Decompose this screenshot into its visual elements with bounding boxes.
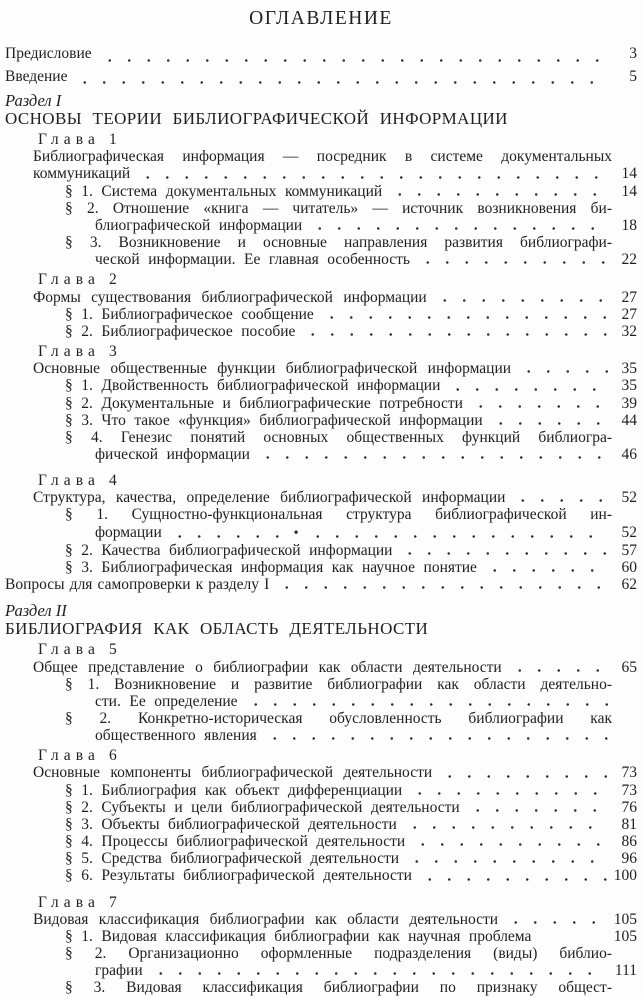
entry-text: Раздел I: [5, 91, 62, 110]
dot-leader: [412, 867, 611, 884]
dot-leader: [392, 542, 611, 559]
entry-text: Основные компоненты библиографической деятельности: [33, 764, 433, 782]
dot-leader: [302, 217, 611, 234]
toc-row: [5, 109, 637, 128]
entry-text: ОСНОВЫ ТЕОРИИ БИБЛИОГРАФИЧЕСКОЙ ИНФОРМАЦИИ: [5, 109, 508, 129]
entry-text: общественного явления: [95, 727, 257, 745]
dot-leader: [502, 659, 611, 676]
dot-leader: [122, 131, 611, 148]
entry-text: Глава 4: [38, 472, 122, 490]
dot-leader: [463, 395, 611, 412]
dot-leader: [508, 109, 611, 128]
toc-row: [5, 727, 637, 744]
page-number: 86: [621, 833, 637, 851]
page-number: 35: [621, 377, 637, 395]
entry-text: Глава 6: [38, 747, 122, 765]
dot-leader: [477, 559, 611, 576]
toc-row: [5, 764, 637, 781]
entry-text: Библиографическая информация — посредник в системе документальных: [33, 148, 612, 166]
entry-text: § 4. Процессы библиографической деятельности: [65, 833, 406, 851]
entry-text: Структура, качества, определение библиографической информации: [33, 489, 506, 507]
toc-row: [5, 234, 637, 251]
entry-text: Видовая классификация библиографии как области деятельности: [33, 910, 499, 928]
dot-leader: [122, 894, 611, 911]
dot-leader: [122, 747, 611, 764]
dot-leader: [399, 850, 611, 867]
dot-leader: [511, 360, 611, 377]
dot-leader: [382, 183, 611, 200]
toc-row: [5, 148, 637, 165]
page-number: 14: [621, 165, 637, 183]
toc-row: [5, 928, 637, 945]
page-number: 22: [621, 251, 637, 269]
dot-leader: [505, 489, 611, 506]
page-number: 105: [613, 910, 637, 928]
toc-row: [5, 747, 637, 764]
toc-row: [5, 66, 637, 89]
dot-leader-2: [300, 524, 611, 542]
dot-leader: [67, 602, 611, 619]
toc-row: [5, 676, 637, 693]
toc-row: [5, 659, 637, 676]
entry-text: § 6. Результаты библиографической деятельности: [65, 867, 412, 885]
toc-row: [5, 306, 637, 323]
page-number: 3: [629, 45, 637, 62]
entry-text: § 2. Отношение «книга — читатель» — источник возникновения би-: [65, 199, 612, 217]
page-number: 73: [621, 781, 637, 799]
entry-text: формации: [95, 523, 162, 541]
dot-leader: [295, 323, 611, 340]
entry-text: § 2. Библиографическое пособие: [65, 322, 296, 340]
toc-row: [5, 377, 637, 394]
dot-leader: [67, 66, 611, 89]
entry-text: Вопросы для самопроверки к разделу I: [5, 576, 270, 594]
toc-row: [5, 446, 637, 463]
dot-leader: [405, 833, 611, 850]
toc-row: [5, 833, 637, 850]
page-number: 62: [621, 576, 637, 594]
toc-row: [5, 251, 637, 268]
toc-row: [5, 710, 637, 727]
toc-row: [5, 894, 637, 911]
page-number: 18: [621, 216, 637, 234]
dot-leader: [122, 641, 611, 658]
page-number: 32: [621, 322, 637, 340]
toc-row: [5, 131, 637, 148]
dot-leader: [483, 412, 611, 429]
dot-leader: [162, 524, 293, 542]
toc-row: [5, 271, 637, 288]
toc-row: [5, 165, 637, 182]
entry-text: § 1. Видовая классификация библиографии как научная проблема: [65, 927, 532, 945]
entry-text: ческой информации. Ее главная особенность: [95, 251, 410, 269]
dot-leader: [427, 289, 611, 306]
entry-text: § 1. Библиографическое сообщение: [65, 305, 314, 323]
entry-text: Основные общественные функции библиографической информации: [33, 360, 512, 378]
toc-row: [5, 489, 637, 506]
entry-text: § 5. Средства библиографической деятельности: [65, 850, 400, 868]
dot-leader: [122, 343, 611, 360]
entry-text: фической информации: [95, 445, 250, 463]
toc-row: [5, 395, 637, 412]
entry-text: Глава 7: [38, 893, 122, 911]
page-number: 105: [613, 927, 637, 945]
dot-leader: [257, 727, 611, 744]
page-number: 81: [621, 815, 637, 833]
entry-text: § 3. Объекты библиографической деятельности: [65, 815, 397, 833]
entry-text: § 3. Возникновение и основные направления развития библиографи-: [65, 234, 612, 252]
toc-row: [5, 816, 637, 833]
dot-leader: [397, 816, 611, 833]
toc-row: [5, 217, 637, 234]
page-number: 44: [621, 411, 637, 429]
entry-text: Общее представление о библиографии как области деятельности: [33, 658, 502, 676]
entry-text: Раздел II: [5, 601, 67, 621]
page-number: 14: [621, 182, 637, 200]
page-number: 57: [621, 541, 637, 559]
entry-text: БИБЛИОГРАФИЯ КАК ОБЛАСТЬ ДЕЯТЕЛЬНОСТИ: [5, 619, 429, 639]
dot-leader: [143, 962, 611, 979]
entry-text: графии: [95, 962, 143, 980]
toc-row: [5, 850, 637, 867]
entry-text: Глава 2: [38, 271, 122, 289]
toc-row: [5, 782, 637, 799]
dot-leader: [238, 693, 611, 710]
page-number: 39: [621, 394, 637, 412]
dot-leader: [531, 928, 611, 945]
toc-row: [5, 867, 637, 884]
page-number: 60: [621, 558, 637, 576]
toc-row: [5, 559, 637, 576]
dot-leader: [402, 782, 611, 799]
dot-leader: [314, 306, 611, 323]
entry-text: § 1. Двойственность библиографической информации: [65, 377, 441, 395]
toc-row: [5, 412, 637, 429]
page-number: 96: [621, 850, 637, 868]
entry-text: § 1. Сущностно-функциональная структура библиографической ин-: [65, 506, 612, 524]
dot-leader: [460, 799, 611, 816]
toc-row: [5, 183, 637, 200]
entry-text: § 2. Конкретно-историческая обусловленность библиографии как: [65, 710, 612, 727]
entry-text: Введение: [5, 67, 68, 85]
entry-text: § 2. Организационно оформленные подразделения (виды) библио-: [65, 945, 612, 963]
toc-row: [5, 619, 637, 638]
entry-text: § 1. Библиография как объект дифференциации: [65, 781, 403, 799]
toc-row: [5, 43, 637, 66]
dot-leader: [122, 472, 611, 489]
toc-row: [5, 472, 637, 489]
toc-row: [5, 360, 637, 377]
dot-leader: [269, 576, 611, 593]
page-number: 52: [621, 489, 637, 507]
toc-row: [5, 576, 637, 593]
page-number: 76: [621, 798, 637, 816]
toc-row: [5, 323, 637, 340]
toc-row: [5, 962, 637, 979]
entry-text: Глава 5: [38, 641, 122, 659]
toc-row: [5, 602, 637, 619]
entry-text: Глава 3: [38, 343, 122, 361]
entry-text: § 2. Субъекты и цели библиографической деятельности: [65, 798, 460, 816]
entry-text: § 1. Система документальных коммуникаций: [65, 182, 383, 200]
entry-text: § 2. Документальные и библиографические потребности: [65, 394, 463, 412]
dot-leader: [250, 446, 611, 463]
page-number: 27: [621, 288, 637, 306]
toc-row: [5, 945, 637, 962]
page-number: 27: [621, 305, 637, 323]
page-number: 5: [629, 67, 637, 85]
entry-text: Формы существования библиографической информации: [33, 288, 427, 306]
dot-leader: [498, 911, 611, 928]
toc-row: [5, 429, 637, 446]
dot-leader: [61, 92, 611, 109]
toc-row: [5, 799, 637, 816]
page-number: 100: [613, 867, 637, 885]
toc-row: [5, 542, 637, 559]
entry-text: § 3. Видовая классификация библиографии по признаку общест-: [65, 979, 612, 997]
toc-row: [5, 979, 637, 996]
entry-text: § 2. Качества библиографической информации: [65, 541, 393, 559]
dot-leader: [122, 271, 611, 288]
toc-row: [5, 641, 637, 658]
toc-row: [5, 289, 637, 306]
entry-text: сти. Ее определение: [95, 692, 238, 710]
page-number: 46: [621, 445, 637, 463]
entry-text: § 3. Библиографическая информация как научное понятие: [65, 558, 477, 576]
leader-mark: •: [293, 525, 299, 541]
page-number: 73: [621, 764, 637, 782]
toc-row: [5, 92, 637, 109]
dot-leader: [130, 165, 611, 182]
page-number: 35: [621, 360, 637, 378]
page-number: 111: [614, 962, 637, 980]
dot-leader: [432, 764, 611, 781]
dot-leader: [92, 43, 611, 66]
toc-row: [5, 343, 637, 360]
page-number: 65: [621, 658, 637, 676]
entry-text: § 4. Генезис понятий основных общественных функций библиогра-: [65, 428, 612, 446]
page-title: ОГЛАВЛЕНИЕ: [249, 8, 393, 29]
dot-leader: [440, 377, 611, 394]
entry-text: Предисловие: [5, 45, 92, 62]
toc-entry-list: [5, 43, 637, 997]
entry-text: § 1. Возникновение и развитие библиографии как области деятельно-: [65, 675, 612, 693]
toc-row: [5, 200, 637, 217]
dot-leader: [410, 251, 611, 268]
toc-row: [5, 506, 637, 523]
entry-text: Глава 1: [38, 131, 122, 149]
entry-text: блиографической информации: [95, 216, 303, 234]
toc-row: [5, 911, 637, 928]
toc-row: [5, 693, 637, 710]
page-number: 52: [621, 523, 637, 541]
dot-leader: [428, 619, 611, 638]
entry-text: § 3. Что такое «функция» библиографической информации: [65, 411, 483, 429]
toc-row: [5, 524, 637, 542]
entry-text: коммуникаций: [33, 165, 131, 183]
